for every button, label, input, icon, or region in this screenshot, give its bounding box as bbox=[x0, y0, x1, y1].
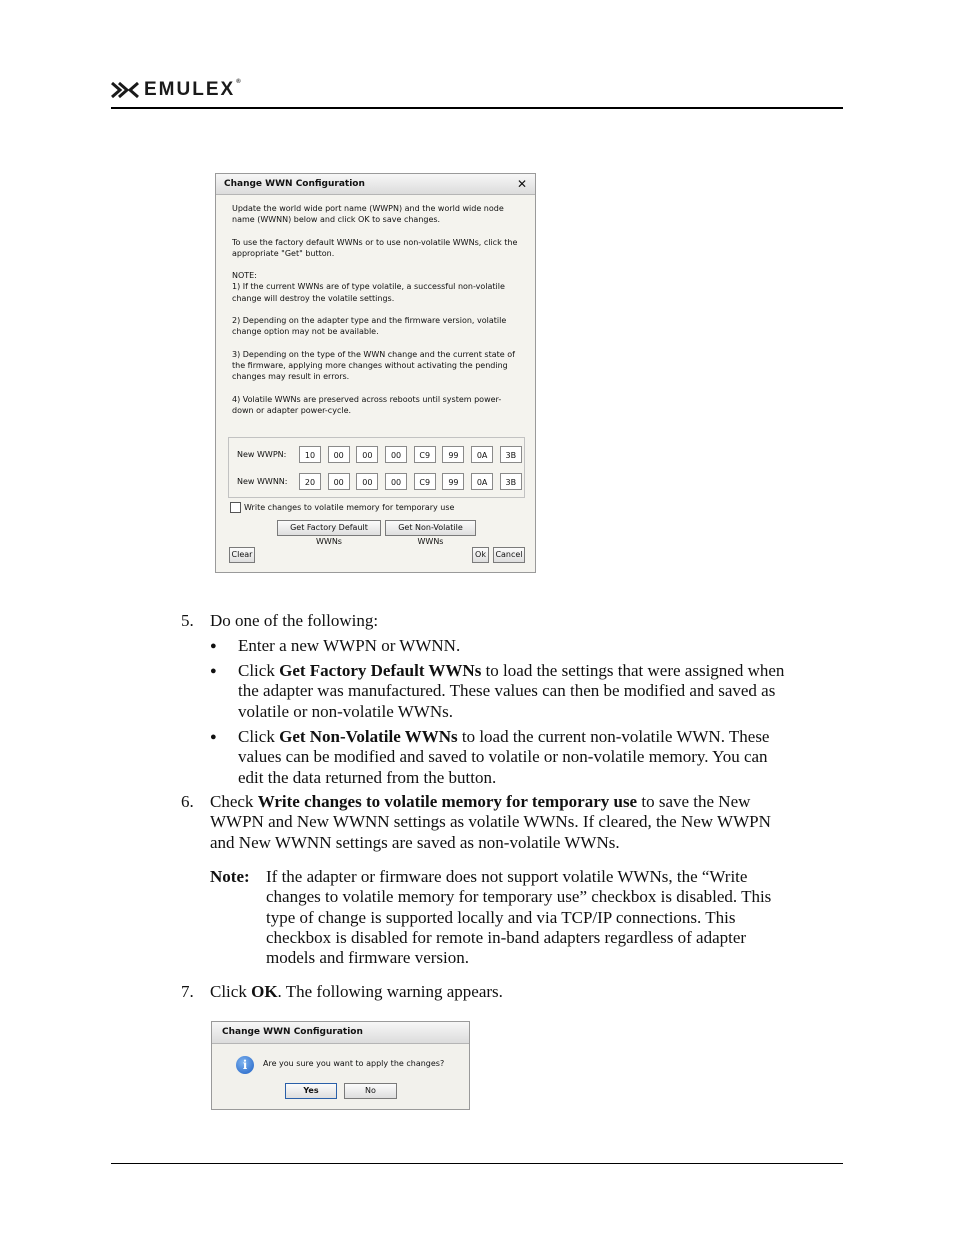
wwnn-label: New WWNN: bbox=[237, 476, 288, 486]
emulex-mark-icon bbox=[111, 81, 139, 99]
step-6-text: Check Write changes to volatile memory for temporary use to save the New WWPN and New WWNN settings as volatile WWNs. If cleared, the New WWPN and New WWNN settings are saved as non-volatile WWNs. bbox=[210, 792, 771, 852]
get-non-volatile-wwns-button[interactable]: Get Non-Volatile WWNs bbox=[385, 520, 476, 536]
wwpn-byte-input[interactable]: 10 bbox=[299, 446, 321, 463]
step-7-text: Click OK. The following warning appears. bbox=[210, 982, 503, 1001]
dialog-title: Change WWN Configuration bbox=[224, 179, 365, 189]
dialog-title-bar bbox=[216, 174, 535, 195]
bullet-icon: ● bbox=[210, 640, 217, 652]
wwpn-byte-input[interactable]: 3B bbox=[500, 446, 522, 463]
wwpn-byte-input[interactable]: 00 bbox=[356, 446, 378, 463]
note-label: Note: bbox=[210, 867, 250, 886]
step-number: 7. bbox=[181, 982, 194, 1001]
yes-button[interactable]: Yes bbox=[285, 1083, 337, 1099]
wwpn-byte-input[interactable]: 0A bbox=[471, 446, 493, 463]
confirm-dialog-title: Change WWN Configuration bbox=[212, 1022, 469, 1044]
get-factory-default-wwns-button[interactable]: Get Factory Default WWNs bbox=[277, 520, 381, 536]
close-icon[interactable]: ✕ bbox=[516, 177, 527, 191]
wwn-groupbox bbox=[228, 437, 525, 498]
footer-rule bbox=[111, 1163, 843, 1164]
wwpn-row bbox=[237, 444, 529, 464]
volatile-checkbox-label: Write changes to volatile memory for temporary use bbox=[244, 503, 455, 512]
wwpn-label: New WWPN: bbox=[237, 449, 287, 459]
instruction-paragraph: To use the factory default WWNs or to use non-volatile WWNs, click the appropriate "Get" button. bbox=[232, 237, 518, 258]
clear-button[interactable]: Clear bbox=[229, 547, 255, 563]
step-number: 6. bbox=[181, 792, 194, 811]
wwpn-byte-input[interactable]: 00 bbox=[328, 446, 350, 463]
instruction-paragraph: 3) Depending on the type of the WWN change and the current state of the firmware, applying more changes without activating the pending changes may result in errors. bbox=[232, 349, 515, 382]
step-5-text: Do one of the following: bbox=[210, 611, 379, 630]
wwpn-byte-input[interactable]: C9 bbox=[414, 446, 436, 463]
header-rule bbox=[111, 107, 843, 109]
step-number: 5. bbox=[181, 611, 194, 630]
instruction-paragraph: 2) Depending on the adapter type and the firmware version, volatile change option may not be available. bbox=[232, 316, 507, 337]
note-text: If the adapter or firmware does not support volatile WWNs, the “Write changes to volatile memory for temporary use” checkbox is disabled. This type of change is supported locally and via TCP/IP connections. This checkbox is disabled for remote in-band adapters regardless of adapter models and firmware version. bbox=[266, 867, 772, 968]
wwnn-byte-input[interactable]: 00 bbox=[385, 473, 407, 490]
wwnn-byte-input[interactable]: 0A bbox=[471, 473, 493, 490]
cancel-button[interactable]: Cancel bbox=[493, 547, 525, 563]
bullet-3-text: Click Get Non-Volatile WWNs to load the current non-volatile WWN. These values can be modified and saved to volatile or non-volatile memory. You can edit the data returned from the button. bbox=[238, 727, 770, 787]
wwnn-row bbox=[237, 471, 529, 491]
wwpn-byte-input[interactable]: 99 bbox=[442, 446, 464, 463]
wwpn-byte-input[interactable]: 00 bbox=[385, 446, 407, 463]
logo-text: EMULEX® bbox=[144, 79, 243, 100]
instruction-paragraph: 4) Volatile WWNs are preserved across reboots until system power-down or adapter power-cycle. bbox=[232, 394, 502, 415]
bullet-icon: ● bbox=[210, 731, 217, 743]
bullet-1-text: Enter a new WWPN or WWNN. bbox=[238, 636, 461, 655]
dialog-instructions bbox=[232, 203, 522, 427]
info-icon: i bbox=[236, 1056, 254, 1074]
bullet-icon: ● bbox=[210, 665, 217, 677]
wwnn-byte-input[interactable]: 00 bbox=[328, 473, 350, 490]
emulex-logo bbox=[111, 80, 243, 100]
instruction-paragraph: NOTE: 1) If the current WWNs are of type volatile, a successful non-volatile change will destroy the volatile settings. bbox=[232, 271, 505, 303]
wwnn-byte-input[interactable]: 3B bbox=[500, 473, 522, 490]
bullet-2-text: Click Get Factory Default WWNs to load the settings that were assigned when the adapter was manufactured. These values can then be modified and saved as volatile or non-volatile WWNs. bbox=[238, 661, 785, 721]
ok-button[interactable]: Ok bbox=[472, 547, 489, 563]
confirm-dialog bbox=[211, 1021, 470, 1110]
wwnn-byte-input[interactable]: 20 bbox=[299, 473, 321, 490]
confirm-message: Are you sure you want to apply the changes? bbox=[263, 1059, 445, 1068]
volatile-checkbox[interactable] bbox=[230, 502, 241, 513]
wwnn-byte-input[interactable]: 99 bbox=[442, 473, 464, 490]
instruction-paragraph: Update the world wide port name (WWPN) and the world wide node name (WWNN) below and click OK to save changes. bbox=[232, 204, 504, 225]
wwnn-byte-input[interactable]: 00 bbox=[356, 473, 378, 490]
volatile-checkbox-row bbox=[230, 502, 454, 513]
wwnn-byte-input[interactable]: C9 bbox=[414, 473, 436, 490]
no-button[interactable]: No bbox=[344, 1083, 397, 1099]
change-wwn-dialog bbox=[215, 173, 536, 573]
